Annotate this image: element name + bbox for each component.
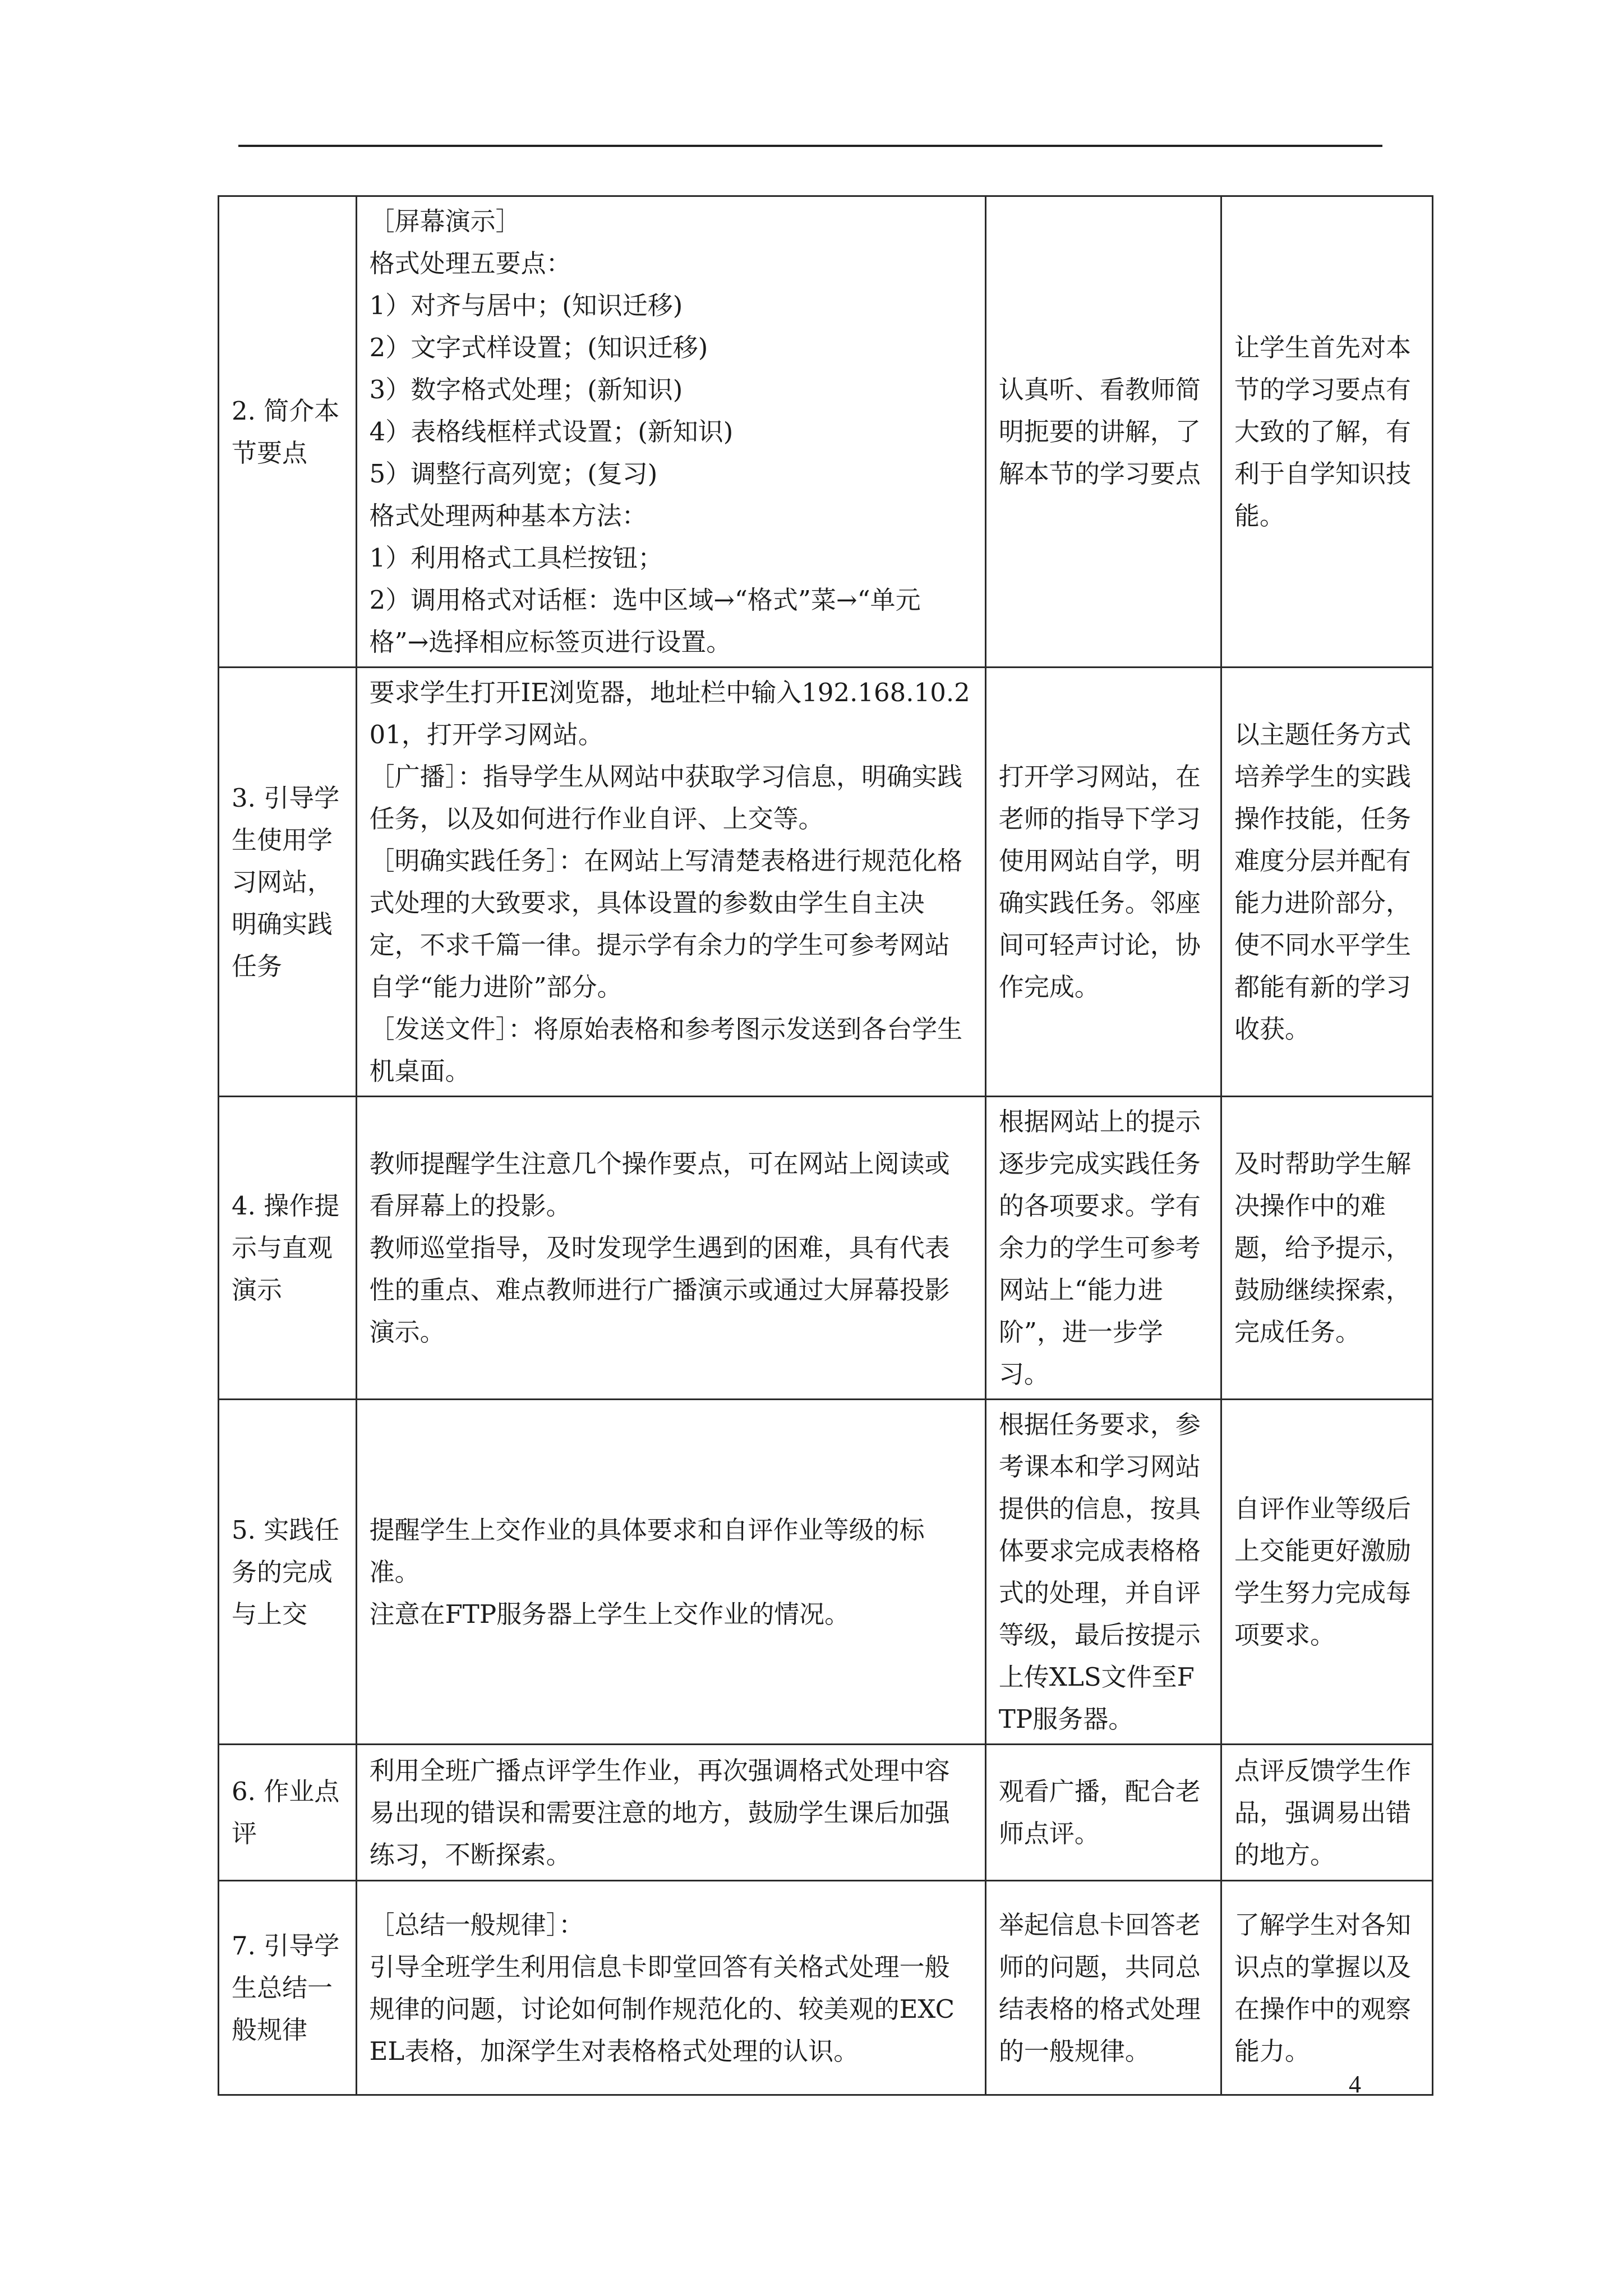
teacher-line: 3）数字格式处理；(新知识) (369, 375, 683, 404)
teacher-activity-cell (356, 1400, 985, 1745)
stage-cell: 3. 引导学生使用学习网站，明确实践任务 (219, 668, 357, 1097)
teacher-line: 1）对齐与居中；(知识迁移) (369, 291, 683, 320)
teacher-line: 利用全班广播点评学生作业，再次强调格式处理中容易出现的错误和需要注意的地方，鼓励学生课后加强练习，不断探索。 (369, 1755, 950, 1870)
table-row (219, 1881, 1433, 2095)
teacher-line: ［发送文件］：将原始表格和参考图示发送到各台学生机桌面。 (369, 1014, 963, 1086)
teacher-line: 格式处理五要点： (369, 249, 571, 278)
student-activity-cell: 认真听、看教师简明扼要的讲解，了解本节的学习要点 (985, 196, 1221, 668)
page-number: 4 (1349, 2070, 1361, 2098)
teacher-line: 4）表格线框样式设置；(新知识) (369, 417, 734, 447)
teacher-line: 1）利用格式工具栏按钮； (369, 543, 663, 573)
teacher-line: 2）文字式样设置；(知识迁移) (369, 333, 708, 362)
design-purpose-cell: 及时帮助学生解决操作中的难题，给予提示，鼓励继续探索，完成任务。 (1221, 1097, 1432, 1400)
stage-cell: 7. 引导学生总结一般规律 (219, 1881, 357, 2095)
teacher-activity-cell (356, 1881, 985, 2095)
design-purpose-cell: 点评反馈学生作品，强调易出错的地方。 (1221, 1745, 1432, 1881)
design-purpose-cell: 以主题任务方式培养学生的实践操作技能，任务难度分层并配有能力进阶部分，使不同水平学生都能有新的学习收获。 (1221, 668, 1432, 1097)
student-activity-cell: 根据任务要求，参考课本和学习网站提供的信息，按具体要求完成表格格式的处理，并自评等级，最后按提示上传XLS文件至FTP服务器。 (985, 1400, 1221, 1745)
design-purpose-cell: 让学生首先对本节的学习要点有大致的了解，有利于自学知识技能。 (1221, 196, 1432, 668)
teacher-line: 注意在FTP服务器上学生上交作业的情况。 (369, 1599, 850, 1629)
teacher-line: ［明确实践任务］：在网站上写清楚表格进行规范化格式处理的大致要求，具体设置的参数由学生自主决定，不求千篇一律。提示学有余力的学生可参考网站自学“能力进阶”部分。 (369, 846, 963, 1002)
stage-cell: 6. 作业点评 (219, 1745, 357, 1881)
student-activity-cell: 根据网站上的提示逐步完成实践任务的各项要求。学有余力的学生可参考网站上“能力进阶”，进一步学习。 (985, 1097, 1221, 1400)
teacher-line: 教师提醒学生注意几个操作要点，可在网站上阅读或看屏幕上的投影。 (369, 1149, 950, 1221)
table-row (219, 1745, 1433, 1881)
table-row (219, 196, 1433, 668)
stage-cell: 5. 实践任务的完成与上交 (219, 1400, 357, 1745)
student-activity-cell: 举起信息卡回答老师的问题，共同总结表格的格式处理的一般规律。 (985, 1881, 1221, 2095)
teacher-line: ［广播］：指导学生从网站中获取学习信息，明确实践任务，以及如何进行作业自评、上交等。 (369, 762, 963, 834)
student-activity-cell: 观看广播，配合老师点评。 (985, 1745, 1221, 1881)
teacher-line: 2）调用格式对话框：选中区域→“格式”菜→“单元格”→选择相应标签页进行设置。 (369, 585, 921, 657)
teacher-activity-cell (356, 668, 985, 1097)
teacher-activity-cell (356, 1745, 985, 1881)
teacher-line: 提醒学生上交作业的具体要求和自评作业等级的标准。 (369, 1515, 925, 1587)
teacher-line: 教师巡堂指导，及时发现学生遇到的困难，具有代表性的重点、难点教师进行广播演示或通过大屏幕投影演示。 (369, 1233, 950, 1347)
design-purpose-cell: 了解学生对各知识点的掌握以及在操作中的观察能力。 (1221, 1881, 1432, 2095)
table-row (219, 1400, 1433, 1745)
stage-cell: 2. 简介本节要点 (219, 196, 357, 668)
teacher-line: 格式处理两种基本方法： (369, 501, 647, 531)
teacher-activity-cell (356, 1097, 985, 1400)
teacher-line: ［屏幕演示］ (369, 206, 521, 236)
student-activity-cell: 打开学习网站，在老师的指导下学习使用网站自学，明确实践任务。邻座间可轻声讨论，协作完成。 (985, 668, 1221, 1097)
design-purpose-cell: 自评作业等级后上交能更好激励学生努力完成每项要求。 (1221, 1400, 1432, 1745)
table-row (219, 668, 1433, 1097)
header-rule (238, 145, 1382, 147)
teacher-line: ［总结一般规律］： (369, 1910, 584, 1940)
stage-cell: 4. 操作提示与直观演示 (219, 1097, 357, 1400)
teacher-line: 5）调整行高列宽；(复习) (369, 459, 658, 489)
teacher-line: 引导全班学生利用信息卡即堂回答有关格式处理一般规律的问题，讨论如何制作规范化的、较美观的EXCEL表格，加深学生对表格格式处理的认识。 (369, 1952, 955, 2066)
table-row (219, 1097, 1433, 1400)
teacher-activity-cell (356, 196, 985, 668)
lesson-plan-table (218, 195, 1433, 2096)
teacher-line: 要求学生打开IE浏览器，地址栏中输入192.168.10.201，打开学习网站。 (369, 678, 970, 749)
